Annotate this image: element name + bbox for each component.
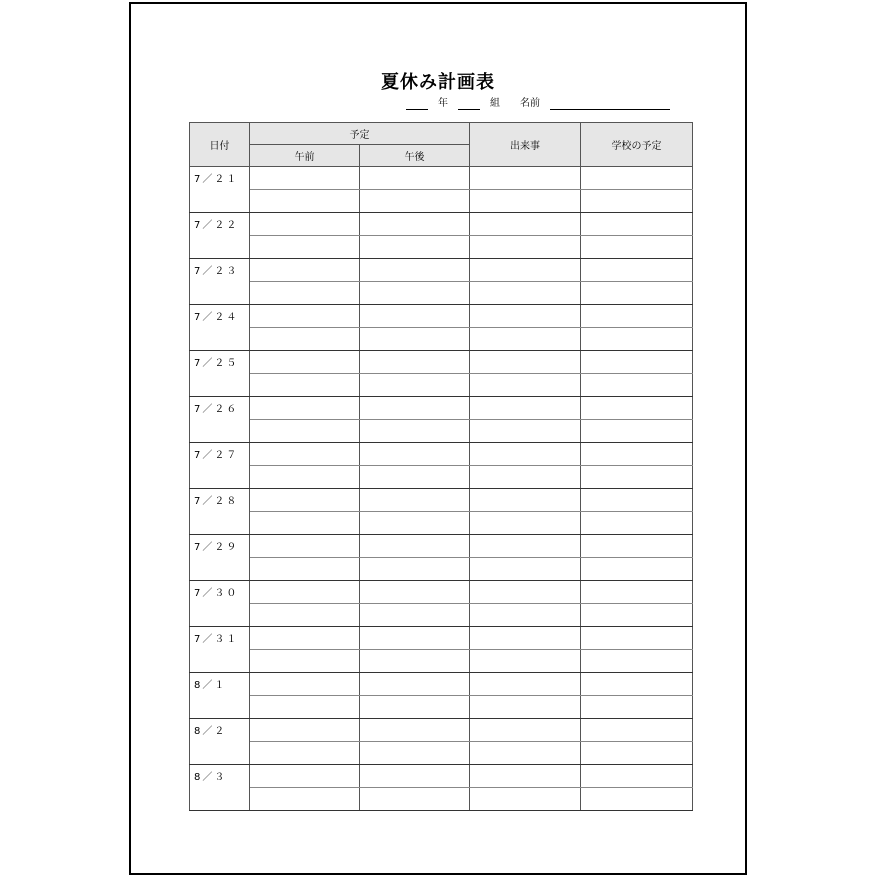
entry-cell[interactable] bbox=[470, 788, 581, 811]
date-cell: 7／３１ bbox=[190, 627, 250, 673]
table-row bbox=[190, 282, 693, 305]
year-blank[interactable] bbox=[406, 99, 428, 110]
entry-cell[interactable] bbox=[470, 673, 581, 696]
entry-cell[interactable] bbox=[250, 512, 360, 535]
table-row bbox=[190, 305, 693, 328]
entry-cell[interactable] bbox=[581, 443, 693, 466]
entry-cell[interactable] bbox=[250, 420, 360, 443]
entry-cell[interactable] bbox=[470, 512, 581, 535]
table-row bbox=[190, 236, 693, 259]
entry-cell[interactable] bbox=[581, 236, 693, 259]
entry-cell[interactable] bbox=[470, 420, 581, 443]
table-row bbox=[190, 673, 693, 696]
entry-cell[interactable] bbox=[250, 190, 360, 213]
entry-cell[interactable] bbox=[470, 466, 581, 489]
table-row bbox=[190, 466, 693, 489]
name-blank[interactable] bbox=[550, 99, 670, 110]
table-row bbox=[190, 351, 693, 374]
entry-cell[interactable] bbox=[250, 627, 360, 650]
entry-cell[interactable] bbox=[250, 489, 360, 512]
entry-cell[interactable] bbox=[250, 374, 360, 397]
entry-cell[interactable] bbox=[470, 374, 581, 397]
entry-cell[interactable] bbox=[581, 374, 693, 397]
entry-cell[interactable] bbox=[470, 650, 581, 673]
entry-cell[interactable] bbox=[360, 696, 470, 719]
entry-cell[interactable] bbox=[360, 604, 470, 627]
entry-cell[interactable] bbox=[581, 466, 693, 489]
entry-cell[interactable] bbox=[360, 535, 470, 558]
entry-cell[interactable] bbox=[250, 397, 360, 420]
class-blank[interactable] bbox=[458, 99, 480, 110]
plan-table-body bbox=[190, 167, 693, 811]
entry-cell[interactable] bbox=[360, 466, 470, 489]
entry-cell[interactable] bbox=[250, 305, 360, 328]
table-row bbox=[190, 190, 693, 213]
table-row bbox=[190, 627, 693, 650]
table-row bbox=[190, 765, 693, 788]
entry-cell[interactable] bbox=[581, 742, 693, 765]
entry-cell[interactable] bbox=[250, 282, 360, 305]
entry-cell[interactable] bbox=[470, 742, 581, 765]
entry-cell[interactable] bbox=[581, 420, 693, 443]
entry-cell[interactable] bbox=[581, 259, 693, 282]
date-cell: 7／２４ bbox=[190, 305, 250, 351]
header-plan: 予定 bbox=[250, 123, 470, 145]
entry-cell[interactable] bbox=[250, 558, 360, 581]
table-row bbox=[190, 443, 693, 466]
date-cell: 7／３０ bbox=[190, 581, 250, 627]
table-row bbox=[190, 374, 693, 397]
entry-cell[interactable] bbox=[360, 190, 470, 213]
entry-cell[interactable] bbox=[581, 328, 693, 351]
entry-cell[interactable] bbox=[470, 558, 581, 581]
entry-cell[interactable] bbox=[250, 742, 360, 765]
entry-cell[interactable] bbox=[360, 374, 470, 397]
entry-cell[interactable] bbox=[581, 604, 693, 627]
entry-cell[interactable] bbox=[360, 328, 470, 351]
entry-cell[interactable] bbox=[250, 696, 360, 719]
entry-cell[interactable] bbox=[581, 305, 693, 328]
table-row bbox=[190, 788, 693, 811]
header-afternoon: 午後 bbox=[360, 145, 470, 167]
entry-cell[interactable] bbox=[581, 167, 693, 190]
table-row bbox=[190, 650, 693, 673]
entry-cell[interactable] bbox=[360, 397, 470, 420]
entry-cell[interactable] bbox=[250, 443, 360, 466]
page-title: 夏休み計画表 bbox=[381, 72, 495, 93]
entry-cell[interactable] bbox=[581, 765, 693, 788]
entry-cell[interactable] bbox=[581, 489, 693, 512]
entry-cell[interactable] bbox=[250, 328, 360, 351]
entry-cell[interactable] bbox=[250, 167, 360, 190]
entry-cell[interactable] bbox=[360, 236, 470, 259]
entry-cell[interactable] bbox=[360, 719, 470, 742]
entry-cell[interactable] bbox=[360, 305, 470, 328]
entry-cell[interactable] bbox=[470, 328, 581, 351]
header-events: 出来事 bbox=[470, 123, 581, 167]
entry-cell[interactable] bbox=[250, 650, 360, 673]
entry-cell[interactable] bbox=[470, 627, 581, 650]
table-row bbox=[190, 535, 693, 558]
entry-cell[interactable] bbox=[360, 558, 470, 581]
entry-cell[interactable] bbox=[360, 512, 470, 535]
class-label: 組 bbox=[490, 98, 500, 109]
entry-cell[interactable] bbox=[581, 351, 693, 374]
entry-cell[interactable] bbox=[470, 190, 581, 213]
entry-cell[interactable] bbox=[581, 673, 693, 696]
entry-cell[interactable] bbox=[470, 236, 581, 259]
date-cell: 8／１ bbox=[190, 673, 250, 719]
date-cell: 7／２６ bbox=[190, 397, 250, 443]
document-page bbox=[129, 2, 747, 875]
entry-cell[interactable] bbox=[250, 673, 360, 696]
entry-cell[interactable] bbox=[470, 719, 581, 742]
entry-cell[interactable] bbox=[470, 282, 581, 305]
entry-cell[interactable] bbox=[470, 167, 581, 190]
entry-cell[interactable] bbox=[250, 259, 360, 282]
date-cell: 8／３ bbox=[190, 765, 250, 811]
entry-cell[interactable] bbox=[250, 535, 360, 558]
entry-cell[interactable] bbox=[360, 742, 470, 765]
header-morning: 午前 bbox=[250, 145, 360, 167]
date-cell: 7／２５ bbox=[190, 351, 250, 397]
entry-cell[interactable] bbox=[250, 466, 360, 489]
name-label: 名前 bbox=[520, 98, 540, 109]
entry-cell[interactable] bbox=[470, 397, 581, 420]
entry-cell[interactable] bbox=[581, 213, 693, 236]
entry-cell[interactable] bbox=[360, 351, 470, 374]
table-row bbox=[190, 581, 693, 604]
entry-cell[interactable] bbox=[250, 581, 360, 604]
entry-cell[interactable] bbox=[470, 213, 581, 236]
entry-cell[interactable] bbox=[581, 627, 693, 650]
entry-cell[interactable] bbox=[360, 673, 470, 696]
table-row bbox=[190, 512, 693, 535]
entry-cell[interactable] bbox=[360, 167, 470, 190]
entry-cell[interactable] bbox=[250, 788, 360, 811]
entry-cell[interactable] bbox=[250, 213, 360, 236]
entry-cell[interactable] bbox=[581, 581, 693, 604]
student-info-line bbox=[406, 98, 670, 110]
table-row bbox=[190, 328, 693, 351]
entry-cell[interactable] bbox=[470, 581, 581, 604]
entry-cell[interactable] bbox=[360, 420, 470, 443]
table-row bbox=[190, 696, 693, 719]
entry-cell[interactable] bbox=[581, 719, 693, 742]
entry-cell[interactable] bbox=[360, 259, 470, 282]
table-row bbox=[190, 604, 693, 627]
entry-cell[interactable] bbox=[581, 535, 693, 558]
plan-table bbox=[189, 122, 693, 811]
date-cell: 7／２８ bbox=[190, 489, 250, 535]
entry-cell[interactable] bbox=[470, 604, 581, 627]
entry-cell[interactable] bbox=[581, 512, 693, 535]
entry-cell[interactable] bbox=[250, 719, 360, 742]
table-row bbox=[190, 420, 693, 443]
entry-cell[interactable] bbox=[581, 397, 693, 420]
entry-cell[interactable] bbox=[360, 788, 470, 811]
entry-cell[interactable] bbox=[470, 535, 581, 558]
date-cell: 7／２９ bbox=[190, 535, 250, 581]
year-label: 年 bbox=[438, 98, 448, 109]
entry-cell[interactable] bbox=[360, 627, 470, 650]
date-cell: 7／２２ bbox=[190, 213, 250, 259]
entry-cell[interactable] bbox=[250, 604, 360, 627]
table-row bbox=[190, 742, 693, 765]
entry-cell[interactable] bbox=[360, 765, 470, 788]
entry-cell[interactable] bbox=[581, 696, 693, 719]
header-school-plan: 学校の予定 bbox=[581, 123, 693, 167]
entry-cell[interactable] bbox=[360, 443, 470, 466]
table-row bbox=[190, 167, 693, 190]
entry-cell[interactable] bbox=[360, 213, 470, 236]
entry-cell[interactable] bbox=[470, 305, 581, 328]
entry-cell[interactable] bbox=[250, 351, 360, 374]
entry-cell[interactable] bbox=[360, 581, 470, 604]
entry-cell[interactable] bbox=[581, 650, 693, 673]
entry-cell[interactable] bbox=[250, 765, 360, 788]
date-cell: 7／２１ bbox=[190, 167, 250, 213]
entry-cell[interactable] bbox=[360, 489, 470, 512]
date-cell: 8／２ bbox=[190, 719, 250, 765]
table-row bbox=[190, 259, 693, 282]
entry-cell[interactable] bbox=[360, 282, 470, 305]
entry-cell[interactable] bbox=[470, 443, 581, 466]
entry-cell[interactable] bbox=[581, 558, 693, 581]
header-date: 日付 bbox=[190, 123, 250, 167]
table-row bbox=[190, 558, 693, 581]
entry-cell[interactable] bbox=[360, 650, 470, 673]
date-cell: 7／２７ bbox=[190, 443, 250, 489]
entry-cell[interactable] bbox=[250, 236, 360, 259]
entry-cell[interactable] bbox=[470, 259, 581, 282]
entry-cell[interactable] bbox=[470, 696, 581, 719]
table-row bbox=[190, 719, 693, 742]
entry-cell[interactable] bbox=[470, 765, 581, 788]
entry-cell[interactable] bbox=[470, 351, 581, 374]
table-row bbox=[190, 213, 693, 236]
entry-cell[interactable] bbox=[470, 489, 581, 512]
entry-cell[interactable] bbox=[581, 788, 693, 811]
entry-cell[interactable] bbox=[581, 282, 693, 305]
date-cell: 7／２３ bbox=[190, 259, 250, 305]
entry-cell[interactable] bbox=[581, 190, 693, 213]
table-row bbox=[190, 397, 693, 420]
table-row bbox=[190, 489, 693, 512]
